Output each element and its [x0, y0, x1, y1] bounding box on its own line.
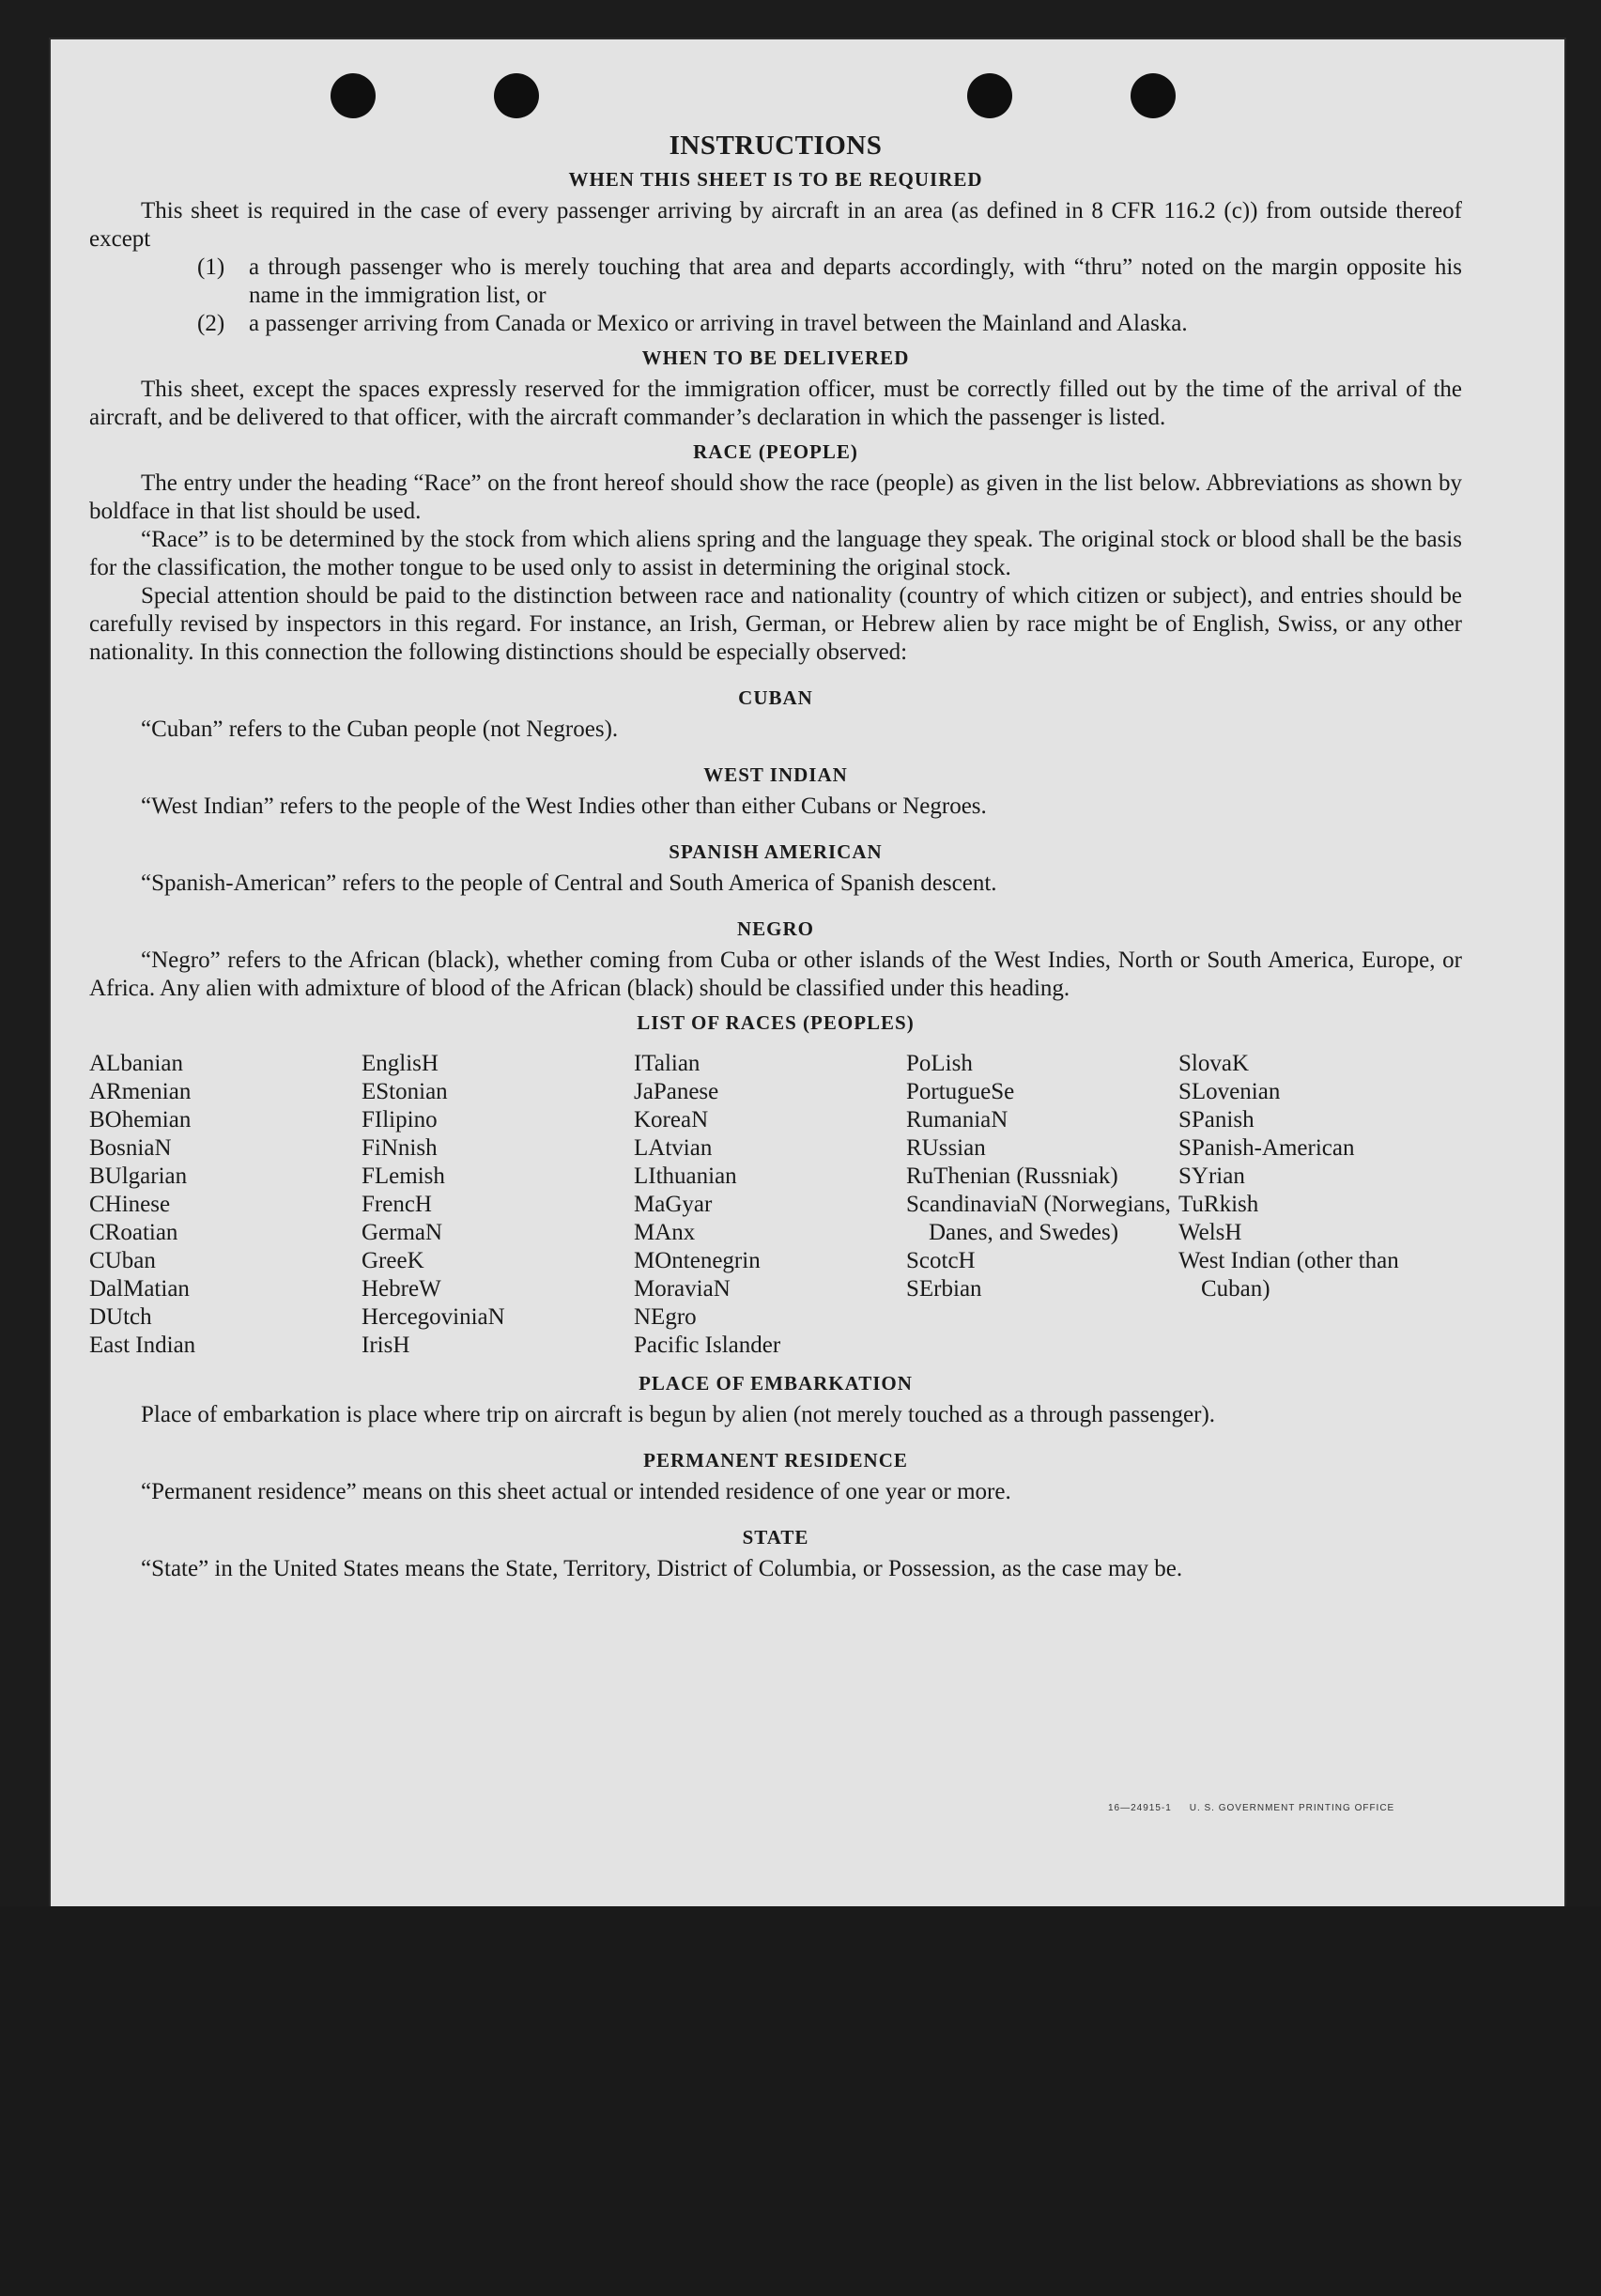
race-entry: SErbian [906, 1276, 982, 1302]
form-footer [1108, 1803, 1394, 1813]
races-column-4 [906, 1050, 1178, 1360]
heading-spanish-american: SPANISH AMERICAN [669, 840, 883, 863]
heading-race: RACE (PEOPLE) [693, 440, 858, 463]
race-entry: GreeK [362, 1248, 424, 1273]
scan-background [0, 1906, 1601, 2296]
race-entry: PoLish [906, 1051, 973, 1076]
race-entry: SPanish-American [1178, 1135, 1355, 1161]
races-column-3 [634, 1050, 906, 1360]
race-entry: LIthuanian [634, 1163, 737, 1189]
race-entry: GermaN [362, 1220, 443, 1245]
race-entry: NEgro [634, 1304, 697, 1330]
race-entry: SYrian [1178, 1163, 1245, 1189]
race-entry: BUlgarian [89, 1163, 188, 1189]
list-text: a through passenger who is merely touching that area and departs accordingly, with “thru” noted on the margin opposite his name in the immigration list, or [249, 254, 1462, 308]
races-column-5 [1178, 1050, 1451, 1360]
paragraph-when-delivered: This sheet, except the spaces expressly reserved for the immigration officer, must be correctly filled out by the time of the arrival of the aircraft, and be delivered to that officer, with the aircraft commander’s declaration in which the passenger is listed. [89, 377, 1462, 430]
race-entry: IrisH [362, 1333, 410, 1358]
race-entry: MoraviaN [634, 1276, 731, 1302]
race-entry: RUssian [906, 1135, 986, 1161]
heading-negro: NEGRO [736, 917, 814, 940]
race-entry: ARmenian [89, 1079, 192, 1104]
paragraph-negro: “Negro” refers to the African (black), whether coming from Cuba or other islands of the West Indies, North or South America, Europe, or Africa. Any alien with admixture of blood of the African (black) should be classified under this heading. [89, 948, 1462, 1001]
list-item [197, 254, 1462, 310]
races-list [89, 1050, 1462, 1360]
race-entry: EnglisH [362, 1051, 439, 1076]
heading-when-required: WHEN THIS SHEET IS TO BE REQUIRED [568, 168, 983, 191]
race-entry: TuRkish [1178, 1192, 1259, 1217]
punch-hole-4 [1131, 73, 1176, 118]
races-column-2 [362, 1050, 634, 1360]
heading-state: STATE [742, 1526, 809, 1549]
race-entry: JaPanese [634, 1079, 719, 1104]
paragraph-when-required: This sheet is required in the case of every passenger arriving by aircraft in an area (as defined in 8 CFR 116.2 (c)) from outside thereof except [89, 198, 1462, 252]
race-entry: SPanish [1178, 1107, 1255, 1133]
punch-hole-3 [967, 73, 1012, 118]
race-entry: FIlipino [362, 1107, 438, 1133]
race-entry: ITalian [634, 1051, 700, 1076]
race-entry: FiNnish [362, 1135, 438, 1161]
race-entry: MOntenegrin [634, 1248, 761, 1273]
race-entry: EStonian [362, 1079, 448, 1104]
punch-hole-2 [494, 73, 539, 118]
race-entry: FLemish [362, 1163, 445, 1189]
list-item [197, 310, 1462, 338]
printer-name: U. S. GOVERNMENT PRINTING OFFICE [1189, 1803, 1395, 1813]
paragraph-spanish-american: “Spanish-American” refers to the people of Central and South America of Spanish descent. [141, 871, 997, 896]
race-entry: ScandinaviaN (Norwegians, Danes, and Swedes) [906, 1192, 1171, 1245]
paragraph-race-2: “Race” is to be determined by the stock from which aliens spring and the language they speak. The original stock or blood shall be the basis for the classification, the mother tongue to be used only to assist in determining the original stock. [89, 527, 1462, 580]
heading-west-indian: WEST INDIAN [703, 763, 848, 786]
paragraph-west-indian: “West Indian” refers to the people of the West Indies other than either Cubans or Negroes. [141, 794, 987, 819]
form-number: 16—24915-1 [1108, 1803, 1172, 1813]
race-entry: West Indian (other than Cuban) [1178, 1248, 1399, 1302]
list-number: (2) [197, 311, 225, 336]
race-entry: East Indian [89, 1333, 196, 1358]
race-entry: SlovaK [1178, 1051, 1249, 1076]
paragraph-race-3: Special attention should be paid to the distinction between race and nationality (country of which citizen or subject), and entries should be carefully revised by inspectors in this regard. For instance, an Irish, German, or Hebrew alien by race might be of English, Swiss, or any other nationality. In this connection the following distinctions should be especially observed: [89, 583, 1462, 665]
heading-when-delivered: WHEN TO BE DELIVERED [641, 347, 910, 369]
race-entry: RumaniaN [906, 1107, 1008, 1133]
list-text: a passenger arriving from Canada or Mexico or arriving in travel between the Mainland and Alaska. [249, 311, 1188, 336]
race-entry: LAtvian [634, 1135, 713, 1161]
race-entry: KoreaN [634, 1107, 709, 1133]
document-body [89, 131, 1462, 1583]
race-entry: WelsH [1178, 1220, 1242, 1245]
race-entry: ScotcH [906, 1248, 976, 1273]
heading-residence: PERMANENT RESIDENCE [643, 1449, 908, 1472]
race-entry: FrencH [362, 1192, 432, 1217]
races-column-1 [89, 1050, 362, 1360]
paragraph-state: “State” in the United States means the State, Territory, District of Columbia, or Possession, as the case may be. [141, 1556, 1183, 1581]
race-entry: CHinese [89, 1192, 171, 1217]
race-entry: CUban [89, 1248, 156, 1273]
race-entry: Pacific Islander [634, 1333, 781, 1358]
punch-hole-1 [331, 73, 376, 118]
race-entry: BosniaN [89, 1135, 172, 1161]
paragraph-embarkation: Place of embarkation is place where trip on aircraft is begun by alien (not merely touched as a through passenger). [141, 1402, 1216, 1427]
heading-embarkation: PLACE OF EMBARKATION [639, 1372, 913, 1395]
race-entry: ALbanian [89, 1051, 183, 1076]
paragraph-residence: “Permanent residence” means on this sheet actual or intended residence of one year or more. [141, 1479, 1011, 1504]
heading-list-of-races: LIST OF RACES (PEOPLES) [637, 1011, 915, 1034]
race-entry: MaGyar [634, 1192, 713, 1217]
list-number: (1) [197, 254, 225, 280]
race-entry: RuThenian (Russniak) [906, 1163, 1118, 1189]
race-entry: HercegoviniaN [362, 1304, 505, 1330]
race-entry: DalMatian [89, 1276, 190, 1302]
race-entry: SLovenian [1178, 1079, 1281, 1104]
race-entry: BOhemian [89, 1107, 192, 1133]
paragraph-race-1: The entry under the heading “Race” on the front hereof should show the race (people) as given in the list below. Abbreviations as shown by boldface in that list should be used. [89, 470, 1462, 524]
race-entry: CRoatian [89, 1220, 178, 1245]
paragraph-cuban: “Cuban” refers to the Cuban people (not Negroes). [141, 717, 619, 742]
race-entry: MAnx [634, 1220, 696, 1245]
race-entry: HebreW [362, 1276, 441, 1302]
race-entry: DUtch [89, 1304, 152, 1330]
heading-cuban: CUBAN [738, 686, 813, 709]
page-title: INSTRUCTIONS [669, 131, 883, 161]
race-entry: PortugueSe [906, 1079, 1015, 1104]
